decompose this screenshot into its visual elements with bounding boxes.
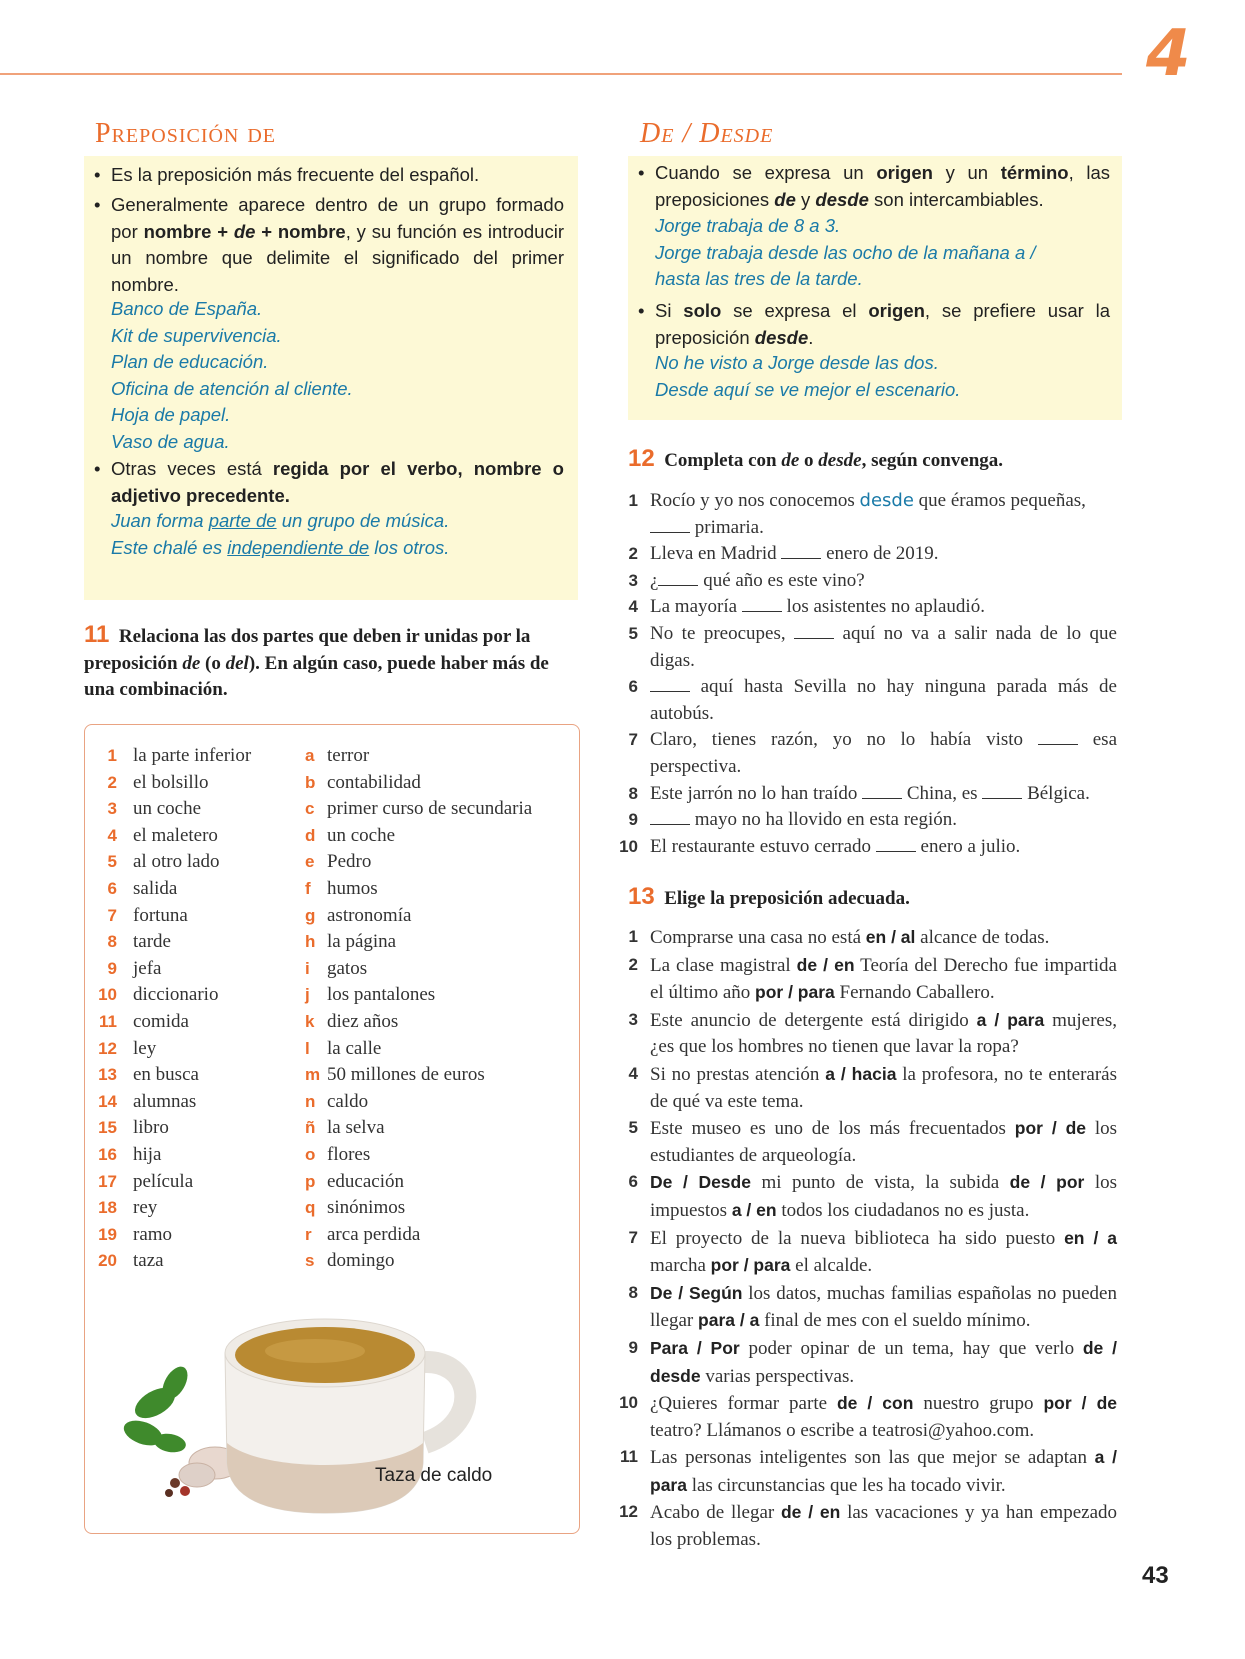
match-left-label: jefa xyxy=(133,957,162,979)
chapter-number: 4 xyxy=(1146,17,1191,91)
match-left-number: 6 xyxy=(107,879,117,898)
choice-option[interactable]: a / hacia xyxy=(825,1063,897,1084)
answer-blank[interactable] xyxy=(794,624,834,639)
match-left-number: 8 xyxy=(107,932,117,952)
match-left-number: 14 xyxy=(98,1091,117,1111)
match-right-letter: d xyxy=(305,825,316,845)
match-right-label: flores xyxy=(327,1144,371,1165)
match-left-label: película xyxy=(133,1170,194,1192)
match-left-label: fortuna xyxy=(133,904,188,926)
ex13-item-7: 7 El proyecto de la nueva biblioteca ha sido puesto en / a marcha por / para el alcalde. xyxy=(628,1227,1118,1277)
broth-cup-image xyxy=(115,1293,515,1525)
ex12-item-3: 3 ¿ qué año es este vino? xyxy=(628,569,865,591)
bullet-1: • Es la preposición más frecuente del español. xyxy=(94,164,480,185)
examples-list-2: Juan forma parte de un grupo de música. Este chalé es independiente de los otros. xyxy=(111,510,450,558)
match-right-label: primer curso de secundaria xyxy=(327,798,533,820)
choice-option[interactable]: para / a xyxy=(698,1310,760,1331)
choice-option[interactable]: a / para xyxy=(650,1447,1117,1495)
choice-option[interactable]: Para / Por xyxy=(650,1337,740,1358)
match-right-letter: f xyxy=(305,879,311,898)
match-left-number: 16 xyxy=(98,1145,117,1164)
match-left-label: al otro lado xyxy=(133,851,220,873)
choice-option[interactable]: de / desde xyxy=(650,1337,1117,1386)
match-left-number: 7 xyxy=(107,905,117,925)
ex12-item-1: 1 Rocío y yo nos conocemos desde que éramos pequeñas, primaria. xyxy=(628,490,1086,538)
match-left-number: 11 xyxy=(99,1012,117,1031)
left-grammar-box xyxy=(84,156,578,600)
match-right-letter: r xyxy=(305,1224,312,1244)
image-caption: Taza de caldo xyxy=(375,1465,493,1486)
match-left-number: 20 xyxy=(98,1251,117,1271)
match-right-label: la calle xyxy=(327,1037,382,1059)
match-left-number: 18 xyxy=(98,1198,117,1218)
match-left-number: 12 xyxy=(98,1038,117,1058)
match-left-label: taza xyxy=(133,1250,164,1272)
answer-blank[interactable] xyxy=(650,677,690,692)
match-right-label: sinónimos xyxy=(327,1197,406,1219)
right-bullet-2: • Si solo se expresa el origen, se prefiere usar la preposición desde. xyxy=(638,300,1110,348)
ex13-item-10: 10 ¿Quieres formar parte de / con nuestro grupo por / de teatro? Llámanos o escribe a teatrosi@yahoo.com. xyxy=(619,1393,1117,1441)
answer-blank[interactable] xyxy=(742,597,782,612)
match-right-letter: l xyxy=(305,1038,310,1058)
match-left-label: salida xyxy=(133,878,178,899)
page-number: 43 xyxy=(1142,1562,1169,1589)
choice-option[interactable]: de / con xyxy=(836,1393,914,1414)
match-right-label: diez años xyxy=(327,1011,399,1032)
match-right-letter: s xyxy=(305,1251,315,1271)
right-examples-2: No he visto a Jorge desde las dos. Desde aquí se ve mejor el escenario. xyxy=(655,352,961,400)
choice-option[interactable]: en / a xyxy=(1064,1227,1118,1248)
match-right-letter: ñ xyxy=(305,1118,316,1138)
match-right-letter: h xyxy=(305,932,316,952)
answer-blank[interactable] xyxy=(658,571,698,586)
match-right-label: educación xyxy=(327,1170,405,1192)
match-right-label: contabilidad xyxy=(327,771,421,793)
ex13-item-9: 9 Para / Por poder opinar de un tema, hay que verlo de / desde varias perspectivas. xyxy=(628,1337,1117,1387)
match-right-letter: m xyxy=(305,1065,321,1085)
match-right-letter: k xyxy=(305,1012,315,1031)
match-left-number: 17 xyxy=(98,1171,117,1191)
match-left-number: 2 xyxy=(107,772,117,792)
match-right-label: caldo xyxy=(327,1090,369,1112)
match-left-number: 10 xyxy=(98,985,117,1005)
answer-blank[interactable] xyxy=(781,544,821,559)
match-left-number: 9 xyxy=(107,958,117,978)
answer-blank[interactable] xyxy=(650,810,690,825)
top-rule xyxy=(0,73,1122,75)
match-left-number: 13 xyxy=(98,1065,117,1085)
ex13-item-11: 11 Las personas inteligentes son las que mejor se adaptan a / para las circunstancias que les ha tocado vivir. xyxy=(620,1447,1117,1496)
choice-option[interactable]: de / por xyxy=(1009,1172,1085,1193)
ex13-items xyxy=(612,924,1117,1554)
match-left-label: rey xyxy=(133,1197,158,1219)
match-right-label: terror xyxy=(327,745,370,766)
match-left-label: diccionario xyxy=(133,984,219,1006)
choice-option[interactable]: a / para xyxy=(976,1009,1045,1030)
ex12-item-7: 7 Claro, tienes razón, yo no lo había visto esa perspectiva. xyxy=(628,729,1117,777)
match-right-letter: p xyxy=(305,1171,316,1191)
answer-blank[interactable] xyxy=(876,837,916,852)
answer-blank[interactable] xyxy=(982,784,1022,799)
ex13-item-2: 2 La clase magistral de / en Teoría del Derecho fue impartida el último año por / para Fernando Caballero. xyxy=(628,954,1117,1004)
match-right-letter: c xyxy=(305,799,315,819)
matching-box xyxy=(84,724,580,1534)
ex13-item-8: 8 De / Según los datos, muchas familias españolas no pueden llegar para / a final de mes con el sueldo mínimo. xyxy=(628,1282,1117,1332)
match-left-label: la parte inferior xyxy=(133,745,252,766)
match-right-label: 50 millones de euros xyxy=(327,1064,485,1086)
match-right-letter: n xyxy=(305,1091,316,1111)
match-right-label: gatos xyxy=(327,957,368,979)
right-box-title: De / Desde xyxy=(640,118,774,149)
ex12-item-8: 8 Este jarrón no lo han traído China, es Bélgica. xyxy=(628,782,1090,804)
match-right-letter: q xyxy=(305,1198,316,1218)
answer-blank[interactable] xyxy=(862,784,902,799)
ex12-item-2: 2 Lleva en Madrid enero de 2019. xyxy=(628,543,939,565)
match-right-label: los pantalones xyxy=(327,984,436,1006)
match-right-letter: a xyxy=(305,746,315,765)
answer-blank[interactable] xyxy=(650,518,690,533)
ex13-item-12: 12 Acabo de llegar de / en las vacaciones y ya han empezado los problemas. xyxy=(619,1502,1118,1551)
left-box-title: Preposición de xyxy=(95,118,277,149)
ex13-item-4: 4 Si no prestas atención a / hacia la profesora, no te enterarás de qué va este tema. xyxy=(628,1063,1117,1112)
match-left-label: tarde xyxy=(133,931,171,953)
match-left-label: el maletero xyxy=(133,824,218,846)
ex12-item-5: 5 No te preocupes, aquí no va a salir nada de lo que digas. xyxy=(628,622,1117,671)
match-left-number: 1 xyxy=(107,746,117,765)
choice-option[interactable]: por / para xyxy=(755,982,835,1003)
ex13-item-5: 5 Este museo es uno de los más frecuentados por / de los estudiantes de arqueología. xyxy=(628,1118,1117,1166)
match-left-label: libro xyxy=(133,1117,169,1139)
choice-option[interactable]: de / en xyxy=(780,1502,841,1523)
match-left-label: en busca xyxy=(133,1064,199,1086)
match-left-label: ramo xyxy=(133,1223,173,1245)
match-right-label: un coche xyxy=(327,824,396,846)
match-right-label: domingo xyxy=(327,1250,395,1272)
ex13-heading: 13 Elige la preposición adecuada. xyxy=(628,883,910,910)
right-grammar-box xyxy=(628,156,1122,420)
ex12-item-4: 4 La mayoría los asistentes no aplaudió. xyxy=(628,596,985,618)
bullet-2: • Generalmente aparece dentro de un grupo formado por nombre + de + nombre, y su función es introducir un nombre que delimite el significado del primer nombre. xyxy=(94,194,564,295)
ex12-items xyxy=(612,488,1117,860)
ex12-item-9: 9 mayo no ha llovido en esta región. xyxy=(628,809,957,831)
ex11-heading: 11 Relaciona las dos partes que deben ir unidas por la preposición de (o del). En algún caso, puede haber más de una combinación. xyxy=(84,621,549,700)
choice-option[interactable]: en / al xyxy=(865,927,916,947)
examples-list-1: Banco de España. Kit de supervivencia. Plan de educación. Oficina de atención al cliente. Hoja de papel. Vaso de agua. xyxy=(111,298,353,452)
match-right-letter: i xyxy=(305,958,310,978)
right-bullet-1: • Cuando se expresa un origen y un término, las preposiciones de y desde son intercambiables. xyxy=(638,162,1111,210)
match-right-letter: j xyxy=(305,985,310,1005)
match-left-number: 19 xyxy=(98,1224,117,1244)
match-left-label: el bolsillo xyxy=(133,771,209,793)
match-left-number: 3 xyxy=(107,799,117,819)
match-right-label: la página xyxy=(327,931,397,953)
choice-option[interactable]: por / para xyxy=(710,1255,791,1276)
match-right-letter: o xyxy=(305,1145,316,1164)
match-right-letter: e xyxy=(305,852,315,872)
ex13-item-1: 1 Comprarse una casa no está en / al alcance de todas. xyxy=(628,927,1050,948)
match-left-number: 5 xyxy=(107,852,117,872)
match-left-number: 15 xyxy=(98,1118,117,1138)
match-right-label: arca perdida xyxy=(327,1223,421,1245)
ex12-item-10: 10 El restaurante estuvo cerrado enero a julio. xyxy=(619,835,1021,857)
ex12-item-6: 6 aquí hasta Sevilla no hay ninguna parada más de autobús. xyxy=(628,676,1117,724)
right-examples-1: Jorge trabaja de 8 a 3. Jorge trabaja desde las ocho de la mañana a / hasta las tres de la tarde. xyxy=(655,215,1036,290)
choice-option[interactable]: De / Según xyxy=(650,1282,743,1303)
ex12-heading: 12 Completa con de o desde, según convenga. xyxy=(628,445,1004,472)
match-left-label: comida xyxy=(133,1011,189,1032)
match-right-label: la selva xyxy=(327,1117,385,1139)
match-left-label: ley xyxy=(133,1037,157,1059)
choice-option[interactable]: de / en xyxy=(796,954,855,975)
choice-option[interactable]: a / en xyxy=(731,1199,777,1220)
ex13-item-3: 3 Este anuncio de detergente está dirigido a / para mujeres, ¿es que los hombres no tienen que lavar la ropa? xyxy=(628,1009,1117,1058)
choice-option[interactable]: De / Desde xyxy=(650,1172,751,1193)
ex13-item-6: 6 De / Desde mi punto de vista, la subida de / por los impuestos a / en todos los ciudadanos no es justa. xyxy=(628,1172,1117,1221)
match-left-label: alumnas xyxy=(133,1090,197,1112)
match-left-label: un coche xyxy=(133,798,202,820)
answer-blank[interactable] xyxy=(1038,730,1078,745)
match-right-letter: b xyxy=(305,772,316,792)
choice-option[interactable]: por / de xyxy=(1043,1393,1117,1414)
bullet-3: • Otras veces está regida por el verbo, nombre o adjetivo precedente. xyxy=(94,458,564,506)
match-right-label: Pedro xyxy=(327,851,372,873)
match-left-label: hija xyxy=(133,1144,162,1165)
match-right-letter: g xyxy=(305,905,316,925)
choice-option[interactable]: por / de xyxy=(1014,1118,1087,1139)
match-right-label: humos xyxy=(327,878,378,899)
match-right-label: astronomía xyxy=(327,904,412,926)
match-left-number: 4 xyxy=(107,825,117,845)
